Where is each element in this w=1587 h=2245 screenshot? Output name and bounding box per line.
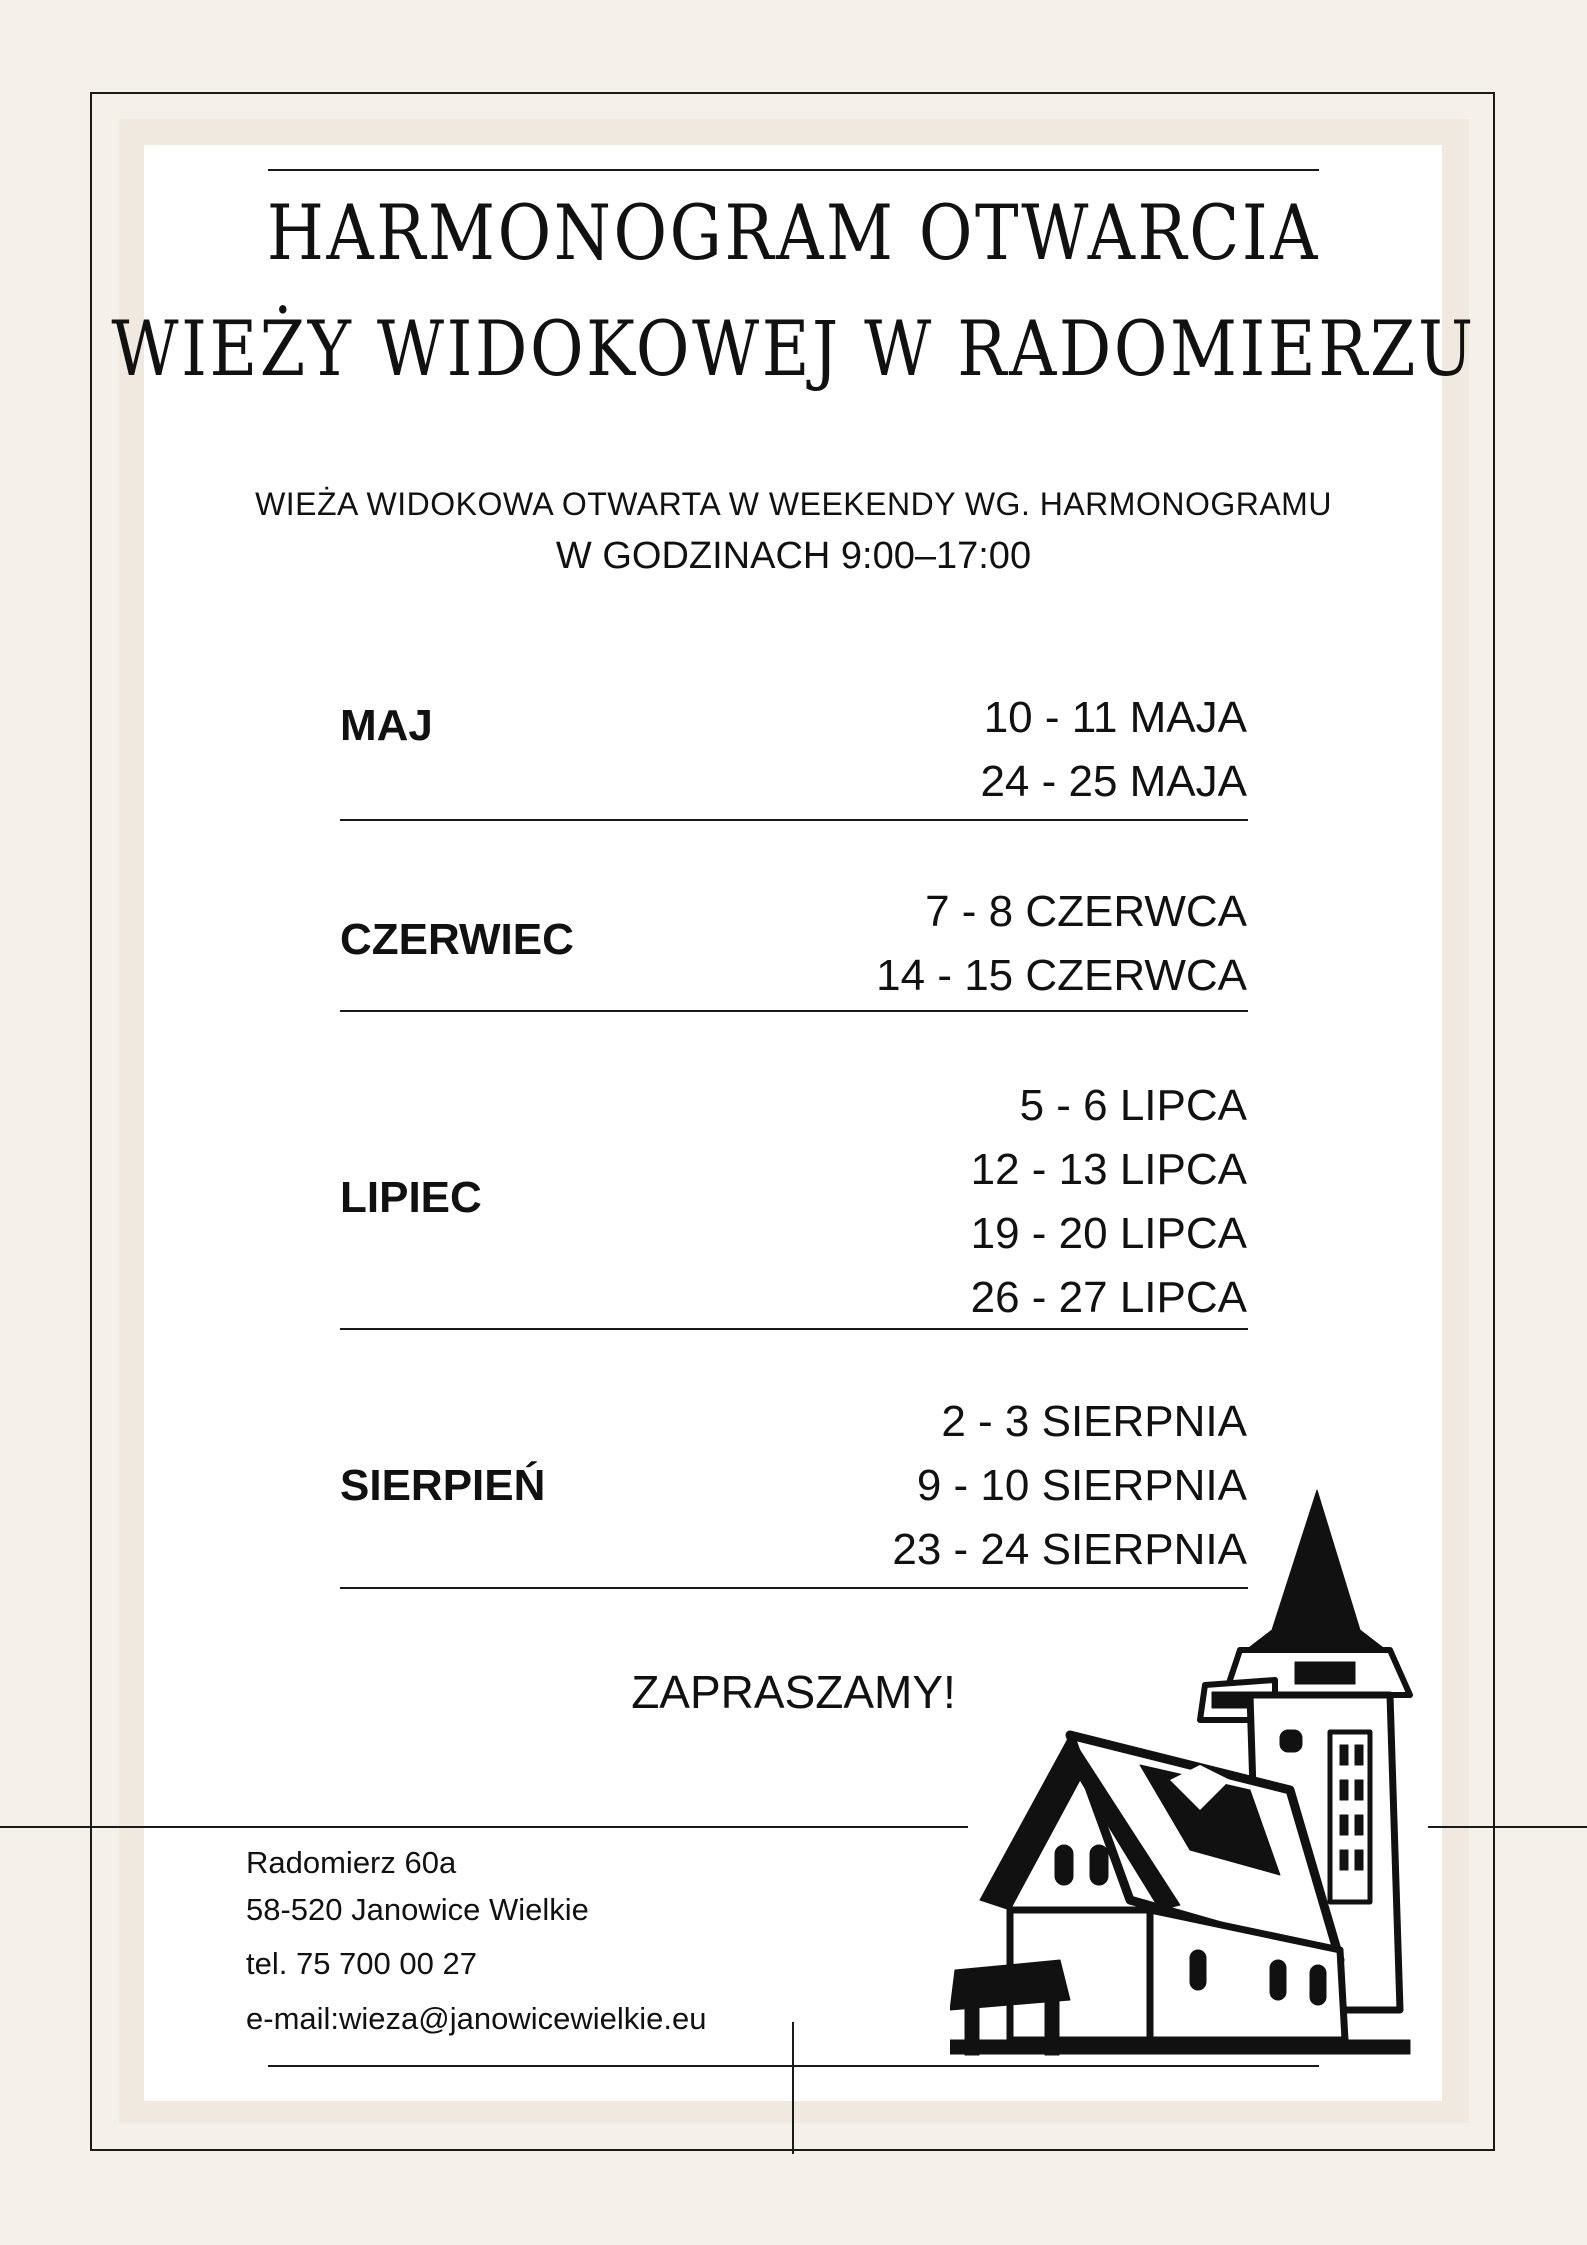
date-item: 2 - 3 SIERPNIA (941, 1397, 1247, 1446)
row-separator (340, 1328, 1248, 1330)
date-item: 14 - 15 CZERWCA (876, 951, 1247, 1000)
row-separator (340, 1010, 1248, 1012)
email-address: e-mail:wieza@janowicewielkie.eu (246, 2001, 707, 2036)
phone-number: tel. 75 700 00 27 (246, 1946, 477, 1981)
date-item: 24 - 25 MAJA (980, 757, 1247, 806)
date-list (980, 686, 1247, 814)
date-item: 19 - 20 LIPCA (970, 1209, 1247, 1258)
footer-rule-left (0, 1826, 968, 1828)
date-item: 12 - 13 LIPCA (970, 1145, 1247, 1194)
month-label: SIERPIEŃ (340, 1461, 546, 1510)
date-item: 5 - 6 LIPCA (1019, 1081, 1247, 1130)
month-label: MAJ (340, 701, 433, 750)
opening-info: WIEŻA WIDOKOWA OTWARTA W WEEKENDY WG. HARMONOGRAMU (255, 486, 1332, 522)
address-street: Radomierz 60a (246, 1845, 457, 1880)
month-label: CZERWIEC (340, 915, 574, 964)
month-label: LIPIEC (340, 1173, 482, 1222)
date-item: 23 - 24 SIERPNIA (892, 1525, 1247, 1574)
address-city: 58-520 Janowice Wielkie (246, 1892, 589, 1927)
closing-text: ZAPRASZAMY! (631, 1666, 956, 1718)
date-item: 9 - 10 SIERPNIA (916, 1461, 1247, 1510)
date-item: 10 - 11 MAJA (983, 693, 1247, 742)
page-title-line1: HARMONOGRAM OTWARCIA (266, 188, 1321, 277)
date-list (876, 880, 1247, 1008)
footer-vertical-rule (792, 2022, 794, 2154)
date-list (971, 1074, 1247, 1330)
date-item: 26 - 27 LIPCA (970, 1273, 1247, 1322)
page-title-line2: WIEŻY WIDOKOWEJ W RADOMIERZU (111, 304, 1476, 393)
date-item: 7 - 8 CZERWCA (925, 887, 1247, 936)
row-separator (340, 819, 1248, 821)
top-rule (268, 169, 1319, 171)
church-tower-icon (950, 1480, 1430, 2060)
opening-hours: W GODZINACH 9:00–17:00 (555, 535, 1032, 577)
footer-rule-right (1428, 1826, 1587, 1828)
